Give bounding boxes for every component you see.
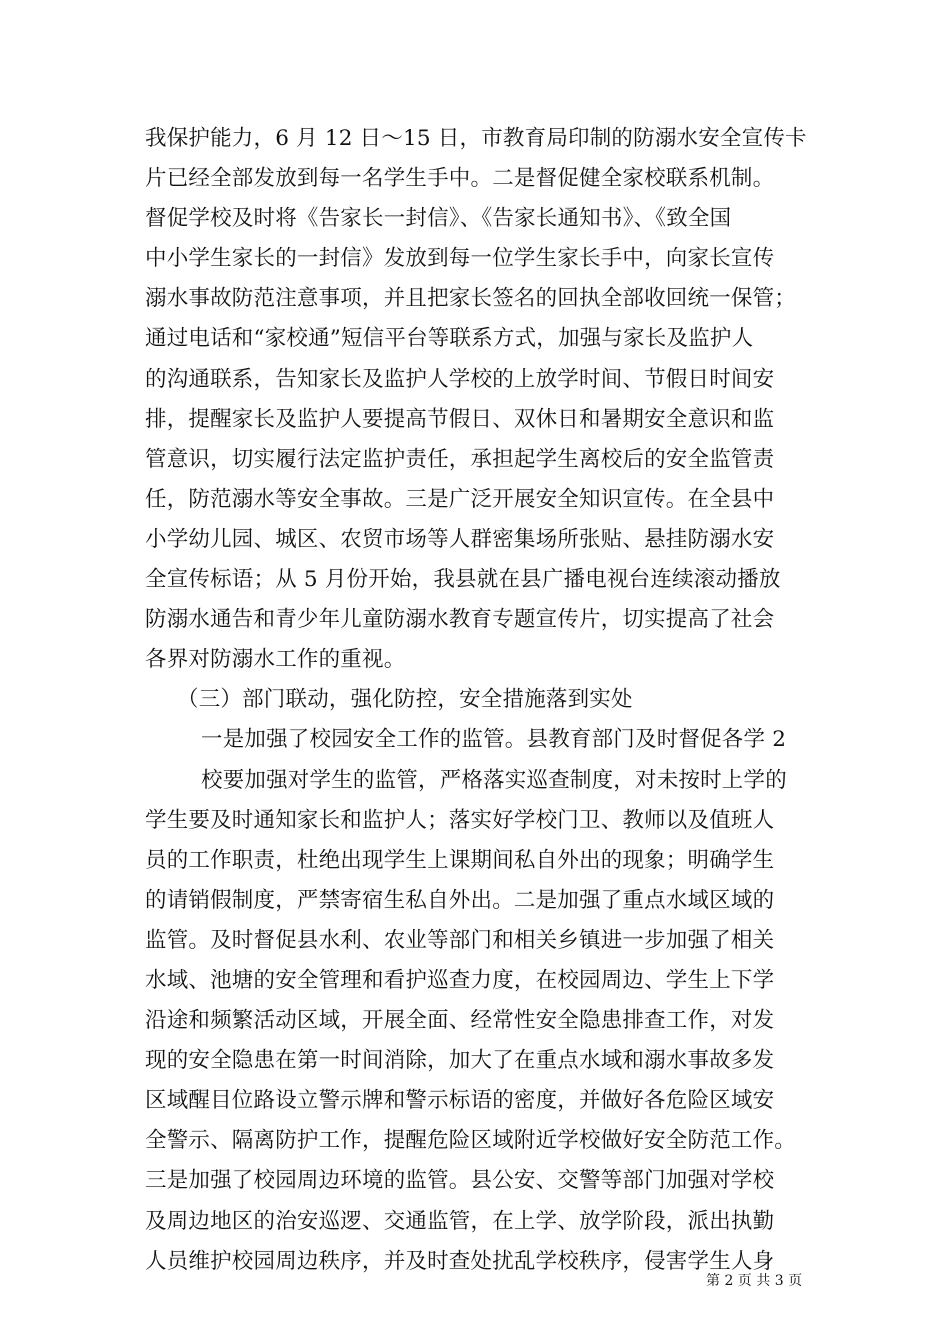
text-line: 小学幼儿园、城区、农贸市场等人群密集场所张贴、悬挂防溺水安 <box>145 526 775 552</box>
section-heading: （三）部门联动，强化防控，安全措施落到实处 <box>177 687 633 713</box>
text-line: 通过电话和“家校通”短信平台等联系方式，加强与家长及监护人 <box>145 326 754 352</box>
page-number: 第 2 页 共 3 页 <box>706 1273 803 1289</box>
text-line: 现的安全隐患在第一时间消除，加大了在重点水域和溺水事故多发 <box>145 1048 775 1074</box>
text-line: 片已经全部发放到每一名学生手中。二是督促健全家校联系机制。 <box>145 166 775 192</box>
text-line: 监管。及时督促县水利、农业等部门和相关乡镇进一步加强了相关 <box>145 927 775 953</box>
text-line: 中小学生家长的一封信》发放到每一位学生家长手中，向家长宣传 <box>145 246 775 272</box>
text-line: 溺水事故防范注意事项，并且把家长签名的回执全部收回统一保管； <box>145 286 797 312</box>
text-line: 的请销假制度，严禁寄宿生私自外出。二是加强了重点水域区域的 <box>145 887 775 913</box>
text-line: 水域、池塘的安全管理和看护巡查力度，在校园周边、学生上下学 <box>145 967 775 993</box>
text-line: 管意识，切实履行法定监护责任，承担起学生离校后的安全监管责 <box>145 446 775 472</box>
paragraph-start-line: 一是加强了校园安全工作的监管。县教育部门及时督促各学 2 <box>201 727 787 753</box>
text-line: 防溺水通告和青少年儿童防溺水教育专题宣传片，切实提高了社会 <box>145 607 775 633</box>
text-line: 人员维护校园周边秩序，并及时查处扰乱学校秩序，侵害学生人身 <box>145 1248 775 1274</box>
text-line: 校要加强对学生的监管，严格落实巡查制度，对未按时上学的 <box>201 767 787 793</box>
text-line: 员的工作职责，杜绝出现学生上课期间私自外出的现象；明确学生 <box>145 847 775 873</box>
text-line: 及周边地区的治安巡逻、交通监管，在上学、放学阶段，派出执勤 <box>145 1208 775 1234</box>
text-line: 的沟通联系，告知家长及监护人学校的上放学时间、节假日时间安 <box>145 366 775 392</box>
text-line: 三是加强了校园周边环境的监管。县公安、交警等部门加强对学校 <box>145 1168 775 1194</box>
text-line: 全宣传标语；从 5 月份开始，我县就在县广播电视台连续滚动播放 <box>145 567 781 593</box>
body-text <box>145 119 845 1282</box>
text-line: 排，提醒家长及监护人要提高节假日、双休日和暑期安全意识和监 <box>145 406 775 432</box>
text-line: 全警示、隔离防护工作，提醒危险区域附近学校做好安全防范工作。 <box>145 1128 797 1154</box>
text-line: 区域醒目位路设立警示牌和警示标语的密度，并做好各危险区域安 <box>145 1088 775 1114</box>
text-line: 我保护能力，6 月 12 日～15 日，市教育局印制的防溺水安全宣传卡 <box>145 126 807 151</box>
text-line: 任，防范溺水等安全事故。三是广泛开展安全知识宣传。在全县中 <box>145 486 775 512</box>
text-line: 各界对防溺水工作的重视。 <box>145 647 406 673</box>
text-line: 沿途和频繁活动区域，开展全面、经常性安全隐患排查工作，对发 <box>145 1008 775 1034</box>
text-line: 学生要及时通知家长和监护人；落实好学校门卫、教师以及值班人 <box>145 807 775 833</box>
text-line: 督促学校及时将《告家长一封信》、《告家长通知书》、《致全国 <box>145 206 732 232</box>
